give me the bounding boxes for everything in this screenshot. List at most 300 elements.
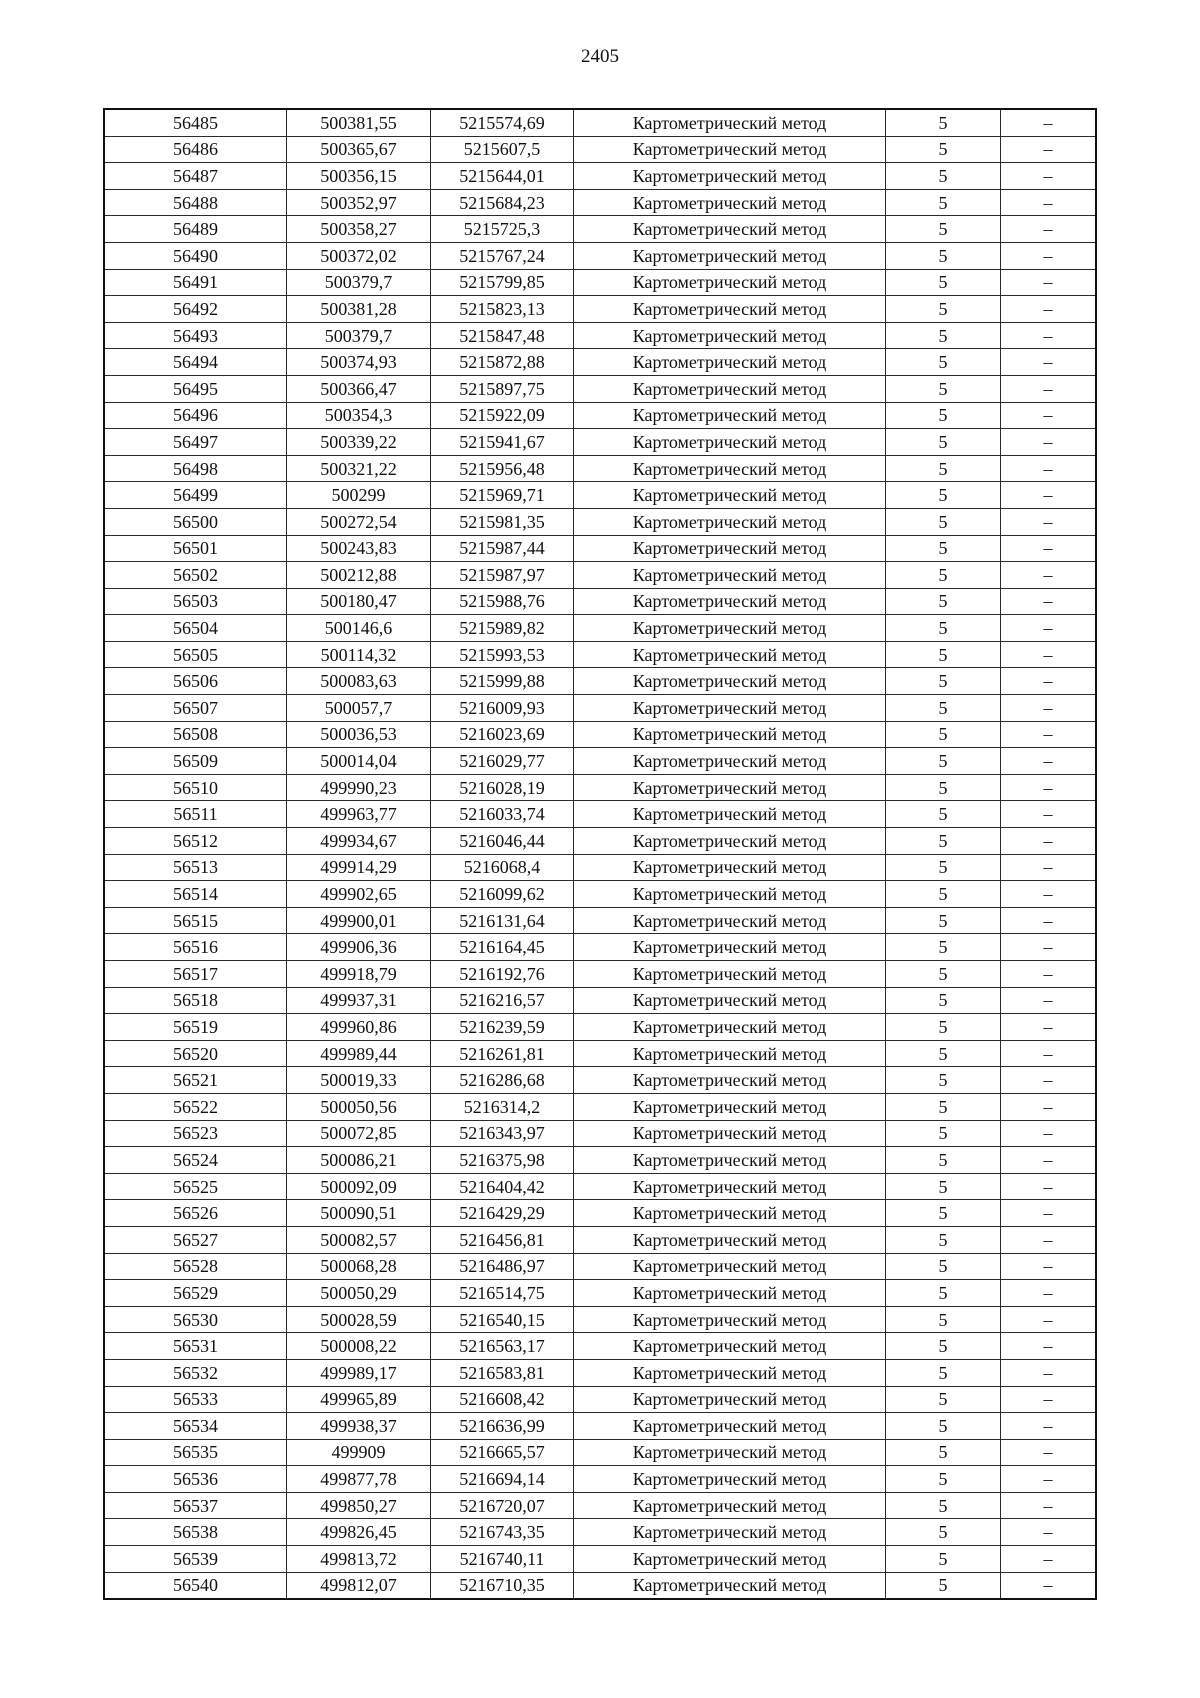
accuracy-cell: 5	[886, 455, 1001, 482]
method-cell: Картометрический метод	[574, 588, 886, 615]
y-coordinate-cell: 5216486,97	[431, 1253, 574, 1280]
x-coordinate-cell: 500381,55	[287, 109, 431, 136]
method-cell: Картометрический метод	[574, 961, 886, 988]
description-cell: –	[1001, 588, 1097, 615]
point-number-cell: 56515	[104, 907, 287, 934]
table-row	[104, 1173, 1096, 1200]
y-coordinate-cell: 5215988,76	[431, 588, 574, 615]
accuracy-cell: 5	[886, 1147, 1001, 1174]
y-coordinate-cell: 5216023,69	[431, 721, 574, 748]
y-coordinate-cell: 5216375,98	[431, 1147, 574, 1174]
x-coordinate-cell: 500146,6	[287, 615, 431, 642]
accuracy-cell: 5	[886, 1519, 1001, 1546]
y-coordinate-cell: 5216456,81	[431, 1226, 574, 1253]
description-cell: –	[1001, 1466, 1097, 1493]
y-coordinate-cell: 5216540,15	[431, 1306, 574, 1333]
method-cell: Картометрический метод	[574, 1492, 886, 1519]
x-coordinate-cell: 499914,29	[287, 854, 431, 881]
point-number-cell: 56493	[104, 322, 287, 349]
y-coordinate-cell: 5216583,81	[431, 1359, 574, 1386]
description-cell: –	[1001, 641, 1097, 668]
method-cell: Картометрический метод	[574, 854, 886, 881]
point-number-cell: 56487	[104, 163, 287, 190]
y-coordinate-cell: 5216710,35	[431, 1572, 574, 1599]
y-coordinate-cell: 5215799,85	[431, 269, 574, 296]
x-coordinate-cell: 499900,01	[287, 907, 431, 934]
y-coordinate-cell: 5216694,14	[431, 1466, 574, 1493]
accuracy-cell: 5	[886, 748, 1001, 775]
x-coordinate-cell: 500358,27	[287, 216, 431, 243]
method-cell: Картометрический метод	[574, 1439, 886, 1466]
description-cell: –	[1001, 1040, 1097, 1067]
method-cell: Картометрический метод	[574, 721, 886, 748]
accuracy-cell: 5	[886, 1359, 1001, 1386]
y-coordinate-cell: 5215987,44	[431, 535, 574, 562]
table-row	[104, 801, 1096, 828]
x-coordinate-cell: 500019,33	[287, 1067, 431, 1094]
table-row	[104, 322, 1096, 349]
y-coordinate-cell: 5216239,59	[431, 1014, 574, 1041]
table-row	[104, 1572, 1096, 1599]
y-coordinate-cell: 5216636,99	[431, 1413, 574, 1440]
x-coordinate-cell: 500014,04	[287, 748, 431, 775]
point-number-cell: 56507	[104, 695, 287, 722]
accuracy-cell: 5	[886, 349, 1001, 376]
description-cell: –	[1001, 748, 1097, 775]
point-number-cell: 56494	[104, 349, 287, 376]
point-number-cell: 56516	[104, 934, 287, 961]
description-cell: –	[1001, 1253, 1097, 1280]
x-coordinate-cell: 500050,56	[287, 1093, 431, 1120]
point-number-cell: 56511	[104, 801, 287, 828]
x-coordinate-cell: 500036,53	[287, 721, 431, 748]
y-coordinate-cell: 5215956,48	[431, 455, 574, 482]
table-row	[104, 1226, 1096, 1253]
x-coordinate-cell: 500072,85	[287, 1120, 431, 1147]
accuracy-cell: 5	[886, 615, 1001, 642]
table-row	[104, 1040, 1096, 1067]
method-cell: Картометрический метод	[574, 562, 886, 589]
x-coordinate-cell: 500379,7	[287, 322, 431, 349]
accuracy-cell: 5	[886, 1466, 1001, 1493]
accuracy-cell: 5	[886, 801, 1001, 828]
y-coordinate-cell: 5216131,64	[431, 907, 574, 934]
point-number-cell: 56536	[104, 1466, 287, 1493]
description-cell: –	[1001, 1014, 1097, 1041]
method-cell: Картометрический метод	[574, 828, 886, 855]
x-coordinate-cell: 499934,67	[287, 828, 431, 855]
method-cell: Картометрический метод	[574, 1014, 886, 1041]
method-cell: Картометрический метод	[574, 1359, 886, 1386]
description-cell: –	[1001, 721, 1097, 748]
x-coordinate-cell: 500321,22	[287, 455, 431, 482]
x-coordinate-cell: 500068,28	[287, 1253, 431, 1280]
method-cell: Картометрический метод	[574, 1147, 886, 1174]
point-number-cell: 56540	[104, 1572, 287, 1599]
point-number-cell: 56523	[104, 1120, 287, 1147]
accuracy-cell: 5	[886, 1093, 1001, 1120]
point-number-cell: 56504	[104, 615, 287, 642]
accuracy-cell: 5	[886, 562, 1001, 589]
description-cell: –	[1001, 1173, 1097, 1200]
description-cell: –	[1001, 1280, 1097, 1307]
method-cell: Картометрический метод	[574, 615, 886, 642]
x-coordinate-cell: 499963,77	[287, 801, 431, 828]
table-row	[104, 615, 1096, 642]
accuracy-cell: 5	[886, 1280, 1001, 1307]
x-coordinate-cell: 500381,28	[287, 296, 431, 323]
table-row	[104, 562, 1096, 589]
table-row	[104, 1253, 1096, 1280]
y-coordinate-cell: 5216563,17	[431, 1333, 574, 1360]
table-row	[104, 535, 1096, 562]
point-number-cell: 56538	[104, 1519, 287, 1546]
method-cell: Картометрический метод	[574, 269, 886, 296]
point-number-cell: 56512	[104, 828, 287, 855]
method-cell: Картометрический метод	[574, 535, 886, 562]
table-row	[104, 1519, 1096, 1546]
point-number-cell: 56520	[104, 1040, 287, 1067]
y-coordinate-cell: 5216046,44	[431, 828, 574, 855]
method-cell: Картометрический метод	[574, 1226, 886, 1253]
accuracy-cell: 5	[886, 907, 1001, 934]
description-cell: –	[1001, 216, 1097, 243]
description-cell: –	[1001, 1147, 1097, 1174]
method-cell: Картометрический метод	[574, 322, 886, 349]
method-cell: Картометрический метод	[574, 508, 886, 535]
x-coordinate-cell: 499850,27	[287, 1492, 431, 1519]
method-cell: Картометрический метод	[574, 1253, 886, 1280]
x-coordinate-cell: 499960,86	[287, 1014, 431, 1041]
point-number-cell: 56492	[104, 296, 287, 323]
x-coordinate-cell: 500057,7	[287, 695, 431, 722]
x-coordinate-cell: 499989,44	[287, 1040, 431, 1067]
accuracy-cell: 5	[886, 508, 1001, 535]
y-coordinate-cell: 5216029,77	[431, 748, 574, 775]
point-number-cell: 56535	[104, 1439, 287, 1466]
accuracy-cell: 5	[886, 1173, 1001, 1200]
table-row	[104, 1359, 1096, 1386]
y-coordinate-cell: 5216164,45	[431, 934, 574, 961]
accuracy-cell: 5	[886, 1226, 1001, 1253]
table-row	[104, 668, 1096, 695]
table-row	[104, 1147, 1096, 1174]
description-cell: –	[1001, 349, 1097, 376]
x-coordinate-cell: 499938,37	[287, 1413, 431, 1440]
description-cell: –	[1001, 1492, 1097, 1519]
point-number-cell: 56521	[104, 1067, 287, 1094]
table-row	[104, 1280, 1096, 1307]
table-row	[104, 1200, 1096, 1227]
accuracy-cell: 5	[886, 1040, 1001, 1067]
description-cell: –	[1001, 269, 1097, 296]
description-cell: –	[1001, 907, 1097, 934]
table-row	[104, 1014, 1096, 1041]
description-cell: –	[1001, 934, 1097, 961]
accuracy-cell: 5	[886, 242, 1001, 269]
y-coordinate-cell: 5216404,42	[431, 1173, 574, 1200]
method-cell: Картометрический метод	[574, 1040, 886, 1067]
description-cell: –	[1001, 1067, 1097, 1094]
method-cell: Картометрический метод	[574, 216, 886, 243]
point-number-cell: 56503	[104, 588, 287, 615]
x-coordinate-cell: 500212,88	[287, 562, 431, 589]
point-number-cell: 56514	[104, 881, 287, 908]
y-coordinate-cell: 5216343,97	[431, 1120, 574, 1147]
accuracy-cell: 5	[886, 774, 1001, 801]
accuracy-cell: 5	[886, 189, 1001, 216]
x-coordinate-cell: 500354,3	[287, 402, 431, 429]
table-row	[104, 189, 1096, 216]
table-row	[104, 1492, 1096, 1519]
y-coordinate-cell: 5216028,19	[431, 774, 574, 801]
accuracy-cell: 5	[886, 1572, 1001, 1599]
y-coordinate-cell: 5216099,62	[431, 881, 574, 908]
x-coordinate-cell: 500180,47	[287, 588, 431, 615]
table-row	[104, 588, 1096, 615]
description-cell: –	[1001, 828, 1097, 855]
table-row	[104, 1067, 1096, 1094]
x-coordinate-cell: 499877,78	[287, 1466, 431, 1493]
y-coordinate-cell: 5215607,5	[431, 136, 574, 163]
accuracy-cell: 5	[886, 429, 1001, 456]
table-row	[104, 907, 1096, 934]
table-row	[104, 429, 1096, 456]
x-coordinate-cell: 500299	[287, 482, 431, 509]
method-cell: Картометрический метод	[574, 801, 886, 828]
point-number-cell: 56528	[104, 1253, 287, 1280]
accuracy-cell: 5	[886, 1492, 1001, 1519]
description-cell: –	[1001, 615, 1097, 642]
point-number-cell: 56522	[104, 1093, 287, 1120]
x-coordinate-cell: 500379,7	[287, 269, 431, 296]
table-row	[104, 828, 1096, 855]
accuracy-cell: 5	[886, 1120, 1001, 1147]
table-row	[104, 1439, 1096, 1466]
accuracy-cell: 5	[886, 1386, 1001, 1413]
table-row	[104, 987, 1096, 1014]
table-row	[104, 482, 1096, 509]
method-cell: Картометрический метод	[574, 907, 886, 934]
method-cell: Картометрический метод	[574, 1386, 886, 1413]
table-row	[104, 721, 1096, 748]
accuracy-cell: 5	[886, 269, 1001, 296]
y-coordinate-cell: 5216743,35	[431, 1519, 574, 1546]
y-coordinate-cell: 5215897,75	[431, 375, 574, 402]
point-number-cell: 56537	[104, 1492, 287, 1519]
method-cell: Картометрический метод	[574, 109, 886, 136]
description-cell: –	[1001, 136, 1097, 163]
accuracy-cell: 5	[886, 109, 1001, 136]
accuracy-cell: 5	[886, 1253, 1001, 1280]
table-row	[104, 349, 1096, 376]
point-number-cell: 56502	[104, 562, 287, 589]
description-cell: –	[1001, 535, 1097, 562]
method-cell: Картометрический метод	[574, 1546, 886, 1573]
accuracy-cell: 5	[886, 1306, 1001, 1333]
method-cell: Картометрический метод	[574, 296, 886, 323]
description-cell: –	[1001, 322, 1097, 349]
point-number-cell: 56501	[104, 535, 287, 562]
description-cell: –	[1001, 1519, 1097, 1546]
description-cell: –	[1001, 1386, 1097, 1413]
method-cell: Картометрический метод	[574, 1413, 886, 1440]
point-number-cell: 56490	[104, 242, 287, 269]
description-cell: –	[1001, 1226, 1097, 1253]
table-row	[104, 269, 1096, 296]
x-coordinate-cell: 500090,51	[287, 1200, 431, 1227]
x-coordinate-cell: 500243,83	[287, 535, 431, 562]
page-number: 2405	[581, 46, 619, 67]
description-cell: –	[1001, 242, 1097, 269]
table-row	[104, 109, 1096, 136]
point-number-cell: 56527	[104, 1226, 287, 1253]
method-cell: Картометрический метод	[574, 189, 886, 216]
method-cell: Картометрический метод	[574, 1306, 886, 1333]
coordinates-table-body	[104, 109, 1096, 1599]
table-row	[104, 163, 1096, 190]
x-coordinate-cell: 499937,31	[287, 987, 431, 1014]
y-coordinate-cell: 5215725,3	[431, 216, 574, 243]
description-cell: –	[1001, 1359, 1097, 1386]
accuracy-cell: 5	[886, 375, 1001, 402]
y-coordinate-cell: 5216033,74	[431, 801, 574, 828]
point-number-cell: 56491	[104, 269, 287, 296]
description-cell: –	[1001, 562, 1097, 589]
description-cell: –	[1001, 1333, 1097, 1360]
accuracy-cell: 5	[886, 641, 1001, 668]
y-coordinate-cell: 5216429,29	[431, 1200, 574, 1227]
y-coordinate-cell: 5215847,48	[431, 322, 574, 349]
point-number-cell: 56526	[104, 1200, 287, 1227]
table-row	[104, 881, 1096, 908]
point-number-cell: 56497	[104, 429, 287, 456]
y-coordinate-cell: 5215922,09	[431, 402, 574, 429]
accuracy-cell: 5	[886, 588, 1001, 615]
x-coordinate-cell: 500365,67	[287, 136, 431, 163]
point-number-cell: 56505	[104, 641, 287, 668]
accuracy-cell: 5	[886, 987, 1001, 1014]
method-cell: Картометрический метод	[574, 1280, 886, 1307]
y-coordinate-cell: 5216514,75	[431, 1280, 574, 1307]
method-cell: Картометрический метод	[574, 774, 886, 801]
accuracy-cell: 5	[886, 1333, 1001, 1360]
description-cell: –	[1001, 1572, 1097, 1599]
y-coordinate-cell: 5216665,57	[431, 1439, 574, 1466]
description-cell: –	[1001, 1306, 1097, 1333]
table-row	[104, 136, 1096, 163]
method-cell: Картометрический метод	[574, 695, 886, 722]
point-number-cell: 56529	[104, 1280, 287, 1307]
point-number-cell: 56534	[104, 1413, 287, 1440]
y-coordinate-cell: 5216216,57	[431, 987, 574, 1014]
x-coordinate-cell: 500356,15	[287, 163, 431, 190]
description-cell: –	[1001, 668, 1097, 695]
y-coordinate-cell: 5216314,2	[431, 1093, 574, 1120]
accuracy-cell: 5	[886, 881, 1001, 908]
method-cell: Картометрический метод	[574, 349, 886, 376]
description-cell: –	[1001, 189, 1097, 216]
x-coordinate-cell: 500339,22	[287, 429, 431, 456]
method-cell: Картометрический метод	[574, 455, 886, 482]
table-row	[104, 641, 1096, 668]
table-row	[104, 1413, 1096, 1440]
x-coordinate-cell: 500372,02	[287, 242, 431, 269]
point-number-cell: 56510	[104, 774, 287, 801]
accuracy-cell: 5	[886, 163, 1001, 190]
table-row	[104, 1120, 1096, 1147]
description-cell: –	[1001, 1200, 1097, 1227]
method-cell: Картометрический метод	[574, 375, 886, 402]
table-row	[104, 1466, 1096, 1493]
point-number-cell: 56508	[104, 721, 287, 748]
x-coordinate-cell: 499826,45	[287, 1519, 431, 1546]
method-cell: Картометрический метод	[574, 242, 886, 269]
y-coordinate-cell: 5216068,4	[431, 854, 574, 881]
point-number-cell: 56525	[104, 1173, 287, 1200]
y-coordinate-cell: 5215872,88	[431, 349, 574, 376]
table-row	[104, 508, 1096, 535]
method-cell: Картометрический метод	[574, 748, 886, 775]
x-coordinate-cell: 500028,59	[287, 1306, 431, 1333]
accuracy-cell: 5	[886, 482, 1001, 509]
x-coordinate-cell: 499902,65	[287, 881, 431, 908]
point-number-cell: 56530	[104, 1306, 287, 1333]
accuracy-cell: 5	[886, 854, 1001, 881]
x-coordinate-cell: 500082,57	[287, 1226, 431, 1253]
accuracy-cell: 5	[886, 828, 1001, 855]
y-coordinate-cell: 5215767,24	[431, 242, 574, 269]
point-number-cell: 56500	[104, 508, 287, 535]
description-cell: –	[1001, 774, 1097, 801]
method-cell: Картометрический метод	[574, 1120, 886, 1147]
description-cell: –	[1001, 1093, 1097, 1120]
x-coordinate-cell: 500008,22	[287, 1333, 431, 1360]
x-coordinate-cell: 500083,63	[287, 668, 431, 695]
accuracy-cell: 5	[886, 1200, 1001, 1227]
description-cell: –	[1001, 1546, 1097, 1573]
coordinates-table	[103, 108, 1097, 1600]
accuracy-cell: 5	[886, 934, 1001, 961]
accuracy-cell: 5	[886, 1546, 1001, 1573]
point-number-cell: 56517	[104, 961, 287, 988]
accuracy-cell: 5	[886, 535, 1001, 562]
description-cell: –	[1001, 429, 1097, 456]
table-row	[104, 402, 1096, 429]
y-coordinate-cell: 5216608,42	[431, 1386, 574, 1413]
y-coordinate-cell: 5215823,13	[431, 296, 574, 323]
table-row	[104, 1386, 1096, 1413]
table-row	[104, 695, 1096, 722]
method-cell: Картометрический метод	[574, 668, 886, 695]
y-coordinate-cell: 5216720,07	[431, 1492, 574, 1519]
method-cell: Картометрический метод	[574, 482, 886, 509]
accuracy-cell: 5	[886, 1413, 1001, 1440]
accuracy-cell: 5	[886, 961, 1001, 988]
x-coordinate-cell: 500352,97	[287, 189, 431, 216]
point-number-cell: 56506	[104, 668, 287, 695]
description-cell: –	[1001, 881, 1097, 908]
point-number-cell: 56519	[104, 1014, 287, 1041]
table-row	[104, 1546, 1096, 1573]
table-row	[104, 1333, 1096, 1360]
y-coordinate-cell: 5216740,11	[431, 1546, 574, 1573]
y-coordinate-cell: 5215574,69	[431, 109, 574, 136]
description-cell: –	[1001, 801, 1097, 828]
description-cell: –	[1001, 163, 1097, 190]
y-coordinate-cell: 5215684,23	[431, 189, 574, 216]
y-coordinate-cell: 5215987,97	[431, 562, 574, 589]
